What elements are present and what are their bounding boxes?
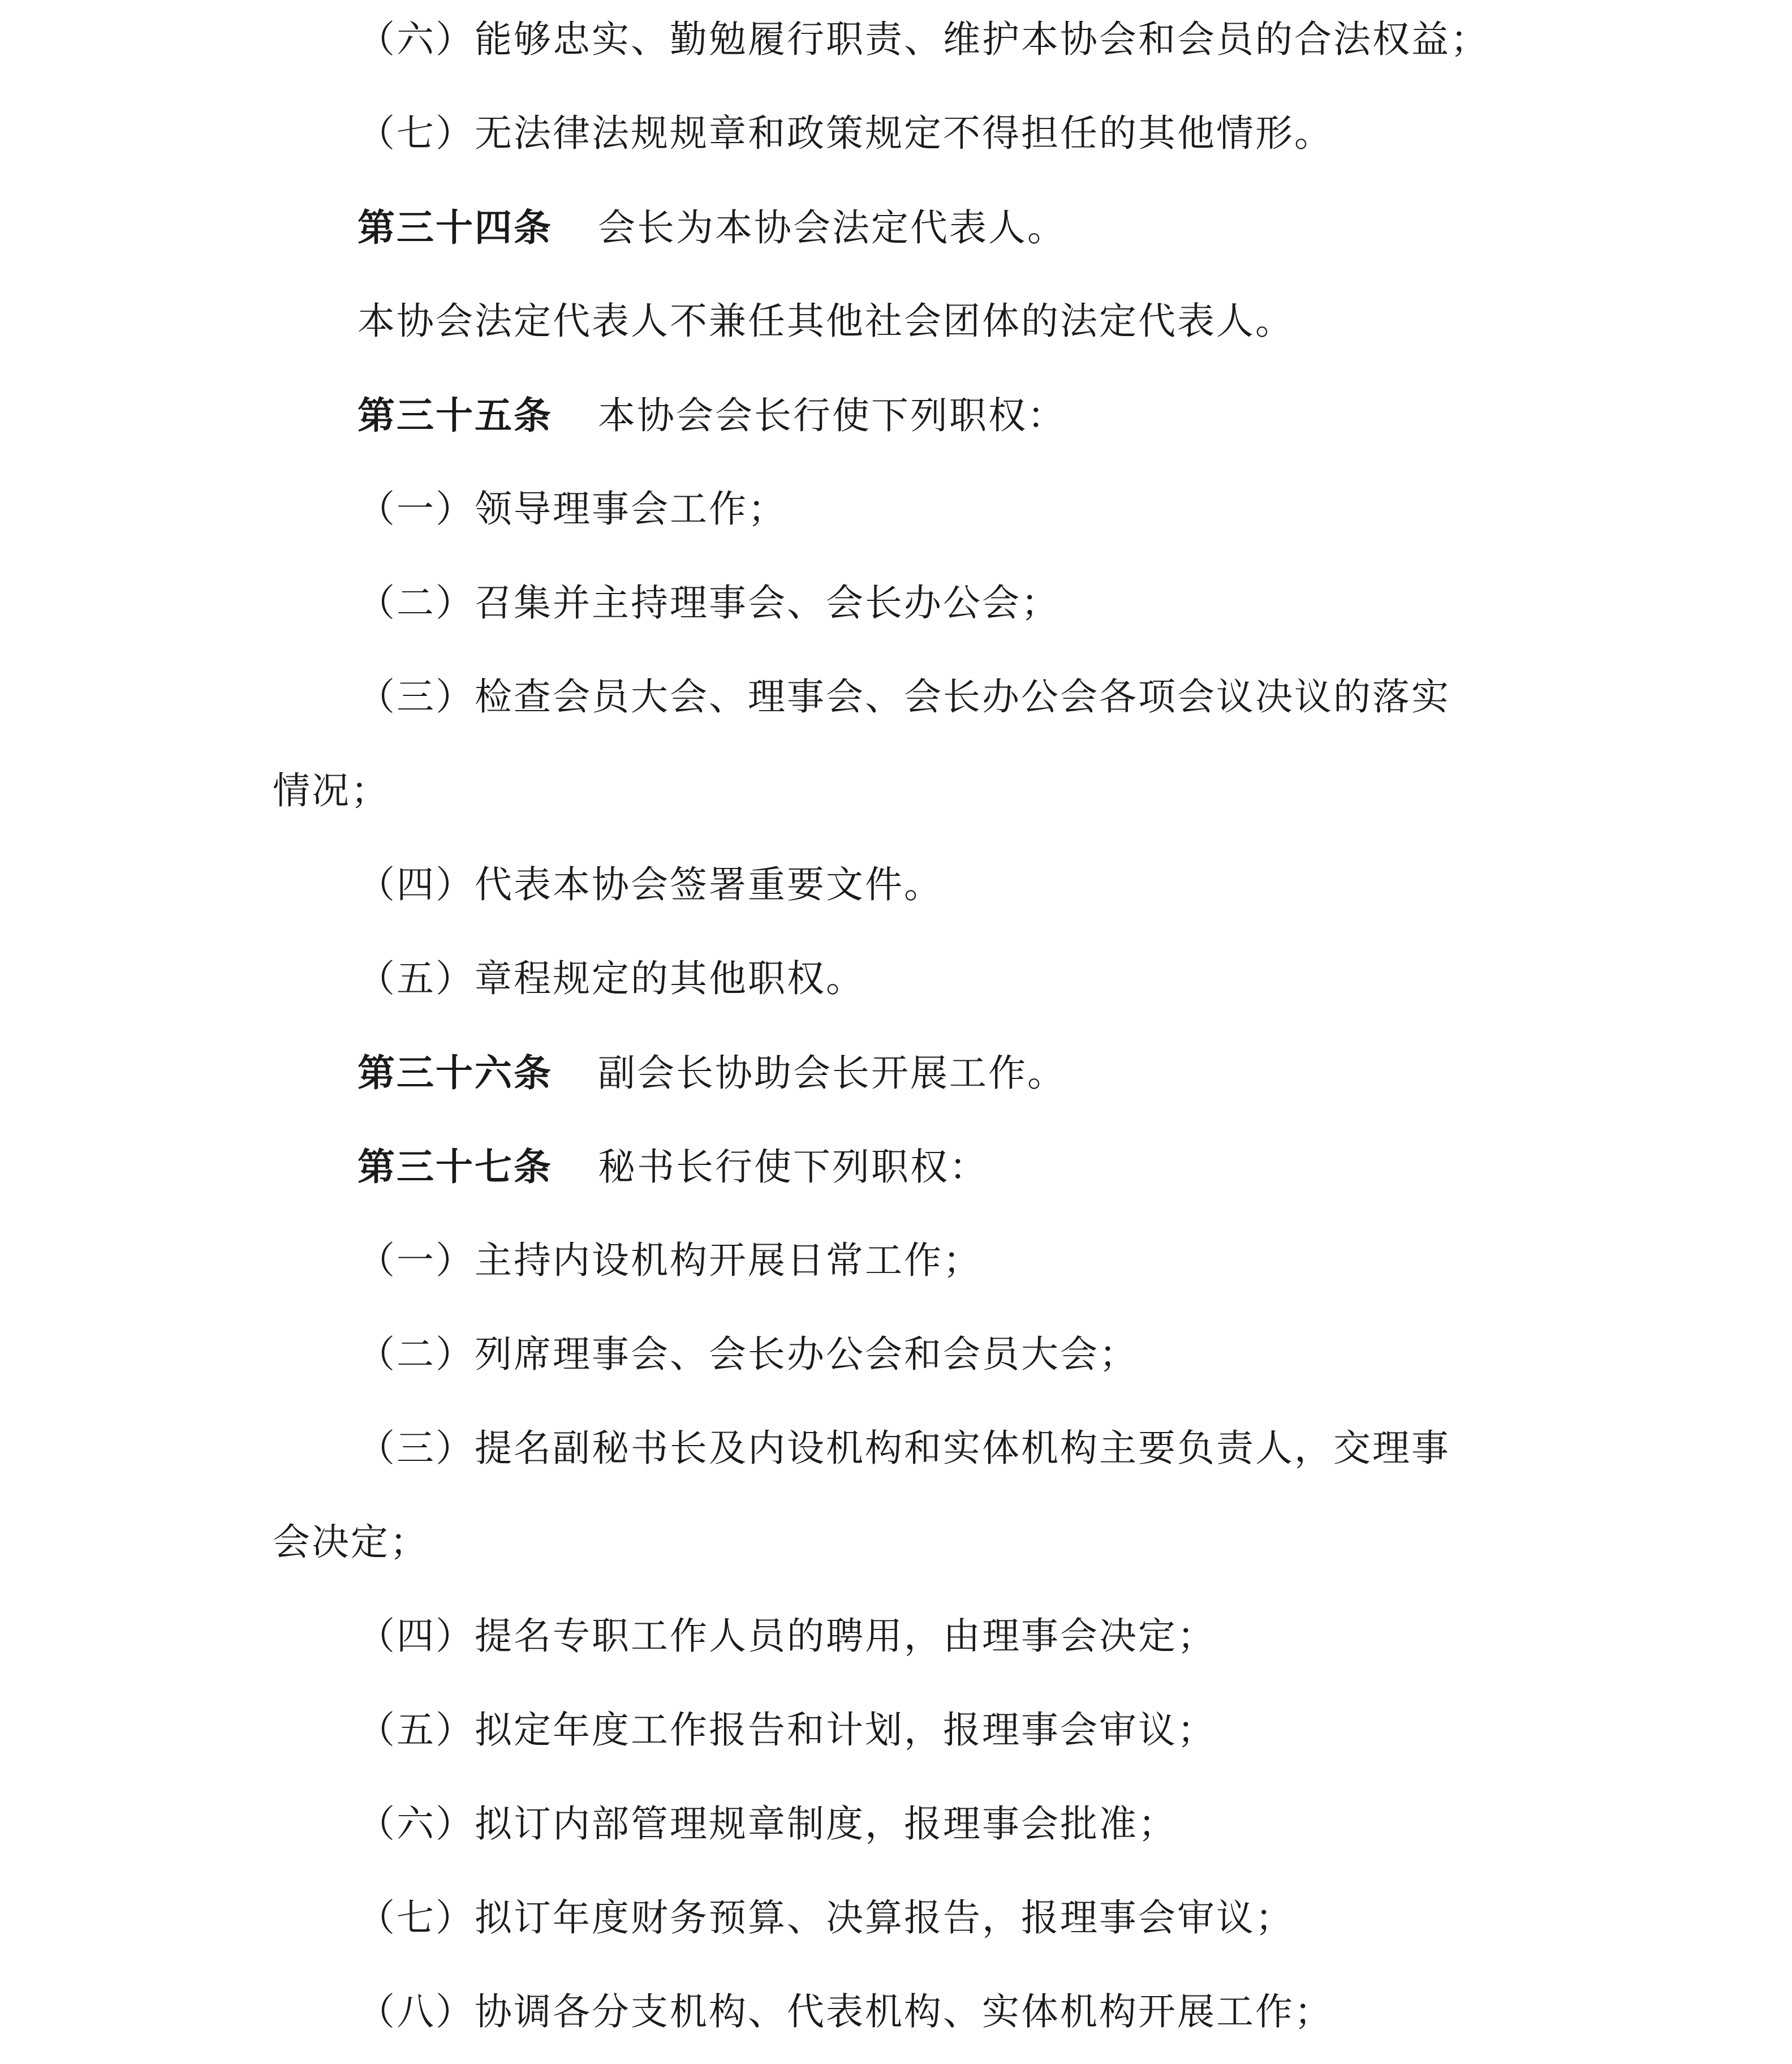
line-text: （七）无法律法规规章和政策规定不得担任的其他情形。: [357, 111, 1333, 155]
article-number: 第三十六条: [357, 1051, 553, 1095]
article-heading-line: [0, 1050, 1792, 1096]
paragraph-line: [0, 956, 1792, 1001]
paragraph-line: [0, 1332, 1792, 1377]
line-text: （二）列席理事会、会长办公会和会员大会；: [357, 1332, 1138, 1376]
paragraph-line: [0, 1614, 1792, 1659]
paragraph-line: [0, 1895, 1792, 1941]
line-text: 副会长协助会长开展工作。: [598, 1051, 1066, 1095]
line-text: （三）提名副秘书长及内设机构和实体机构主要负责人，交理事: [357, 1426, 1450, 1470]
line-text: 情况；: [273, 769, 390, 812]
line-text: （一）主持内设机构开展日常工作；: [357, 1239, 982, 1282]
paragraph-line: [0, 487, 1792, 532]
paragraph-line: [0, 674, 1792, 720]
line-text: （八）协调各分支机构、代表机构、实体机构开展工作；: [357, 1990, 1333, 2033]
paragraph-line: [0, 111, 1792, 156]
paragraph-line: [0, 580, 1792, 626]
article-heading-line: [0, 1144, 1792, 1190]
paragraph-line: [0, 862, 1792, 908]
paragraph-line: [0, 1708, 1792, 1753]
line-text: 会长为本协会法定代表人。: [598, 206, 1066, 250]
article-heading-line: [0, 205, 1792, 251]
paragraph-line: [0, 1238, 1792, 1283]
line-text: （五）章程规定的其他职权。: [357, 957, 865, 1000]
line-text: （一）领导理事会工作；: [357, 487, 787, 531]
line-text: 秘书长行使下列职权：: [598, 1145, 988, 1189]
line-text: 本协会会长行使下列职权：: [598, 394, 1066, 437]
paragraph-continuation-line: [0, 1520, 1792, 1565]
line-text: （二）召集并主持理事会、会长办公会；: [357, 581, 1060, 625]
line-text: （五）拟定年度工作报告和计划，报理事会审议；: [357, 1708, 1216, 1752]
paragraph-line: [0, 299, 1792, 344]
paragraph-continuation-line: [0, 768, 1792, 814]
article-number: 第三十七条: [357, 1145, 553, 1189]
line-text: （六）能够忠实、勤勉履行职责、维护本协会和会员的合法权益；: [357, 18, 1489, 61]
line-text: （四）提名专职工作人员的聘用，由理事会决定；: [357, 1614, 1216, 1658]
line-text: （七）拟订年度财务预算、决算报告，报理事会审议；: [357, 1896, 1294, 1940]
line-text: 会决定；: [273, 1520, 429, 1564]
line-text: （三）检查会员大会、理事会、会长办公会各项会议决议的落实: [357, 675, 1450, 719]
line-text: （四）代表本协会签署重要文件。: [357, 863, 943, 906]
article-number: 第三十四条: [357, 205, 553, 250]
line-text: 本协会法定代表人不兼任其他社会团体的法定代表人。: [357, 299, 1294, 343]
paragraph-line: [0, 17, 1792, 62]
paragraph-line: [0, 1989, 1792, 2035]
paragraph-line: [0, 1426, 1792, 1471]
line-text: （六）拟订内部管理规章制度，报理事会批准；: [357, 1802, 1177, 1846]
paragraph-line: [0, 1801, 1792, 1847]
article-heading-line: [0, 393, 1792, 438]
article-number: 第三十五条: [357, 393, 553, 437]
